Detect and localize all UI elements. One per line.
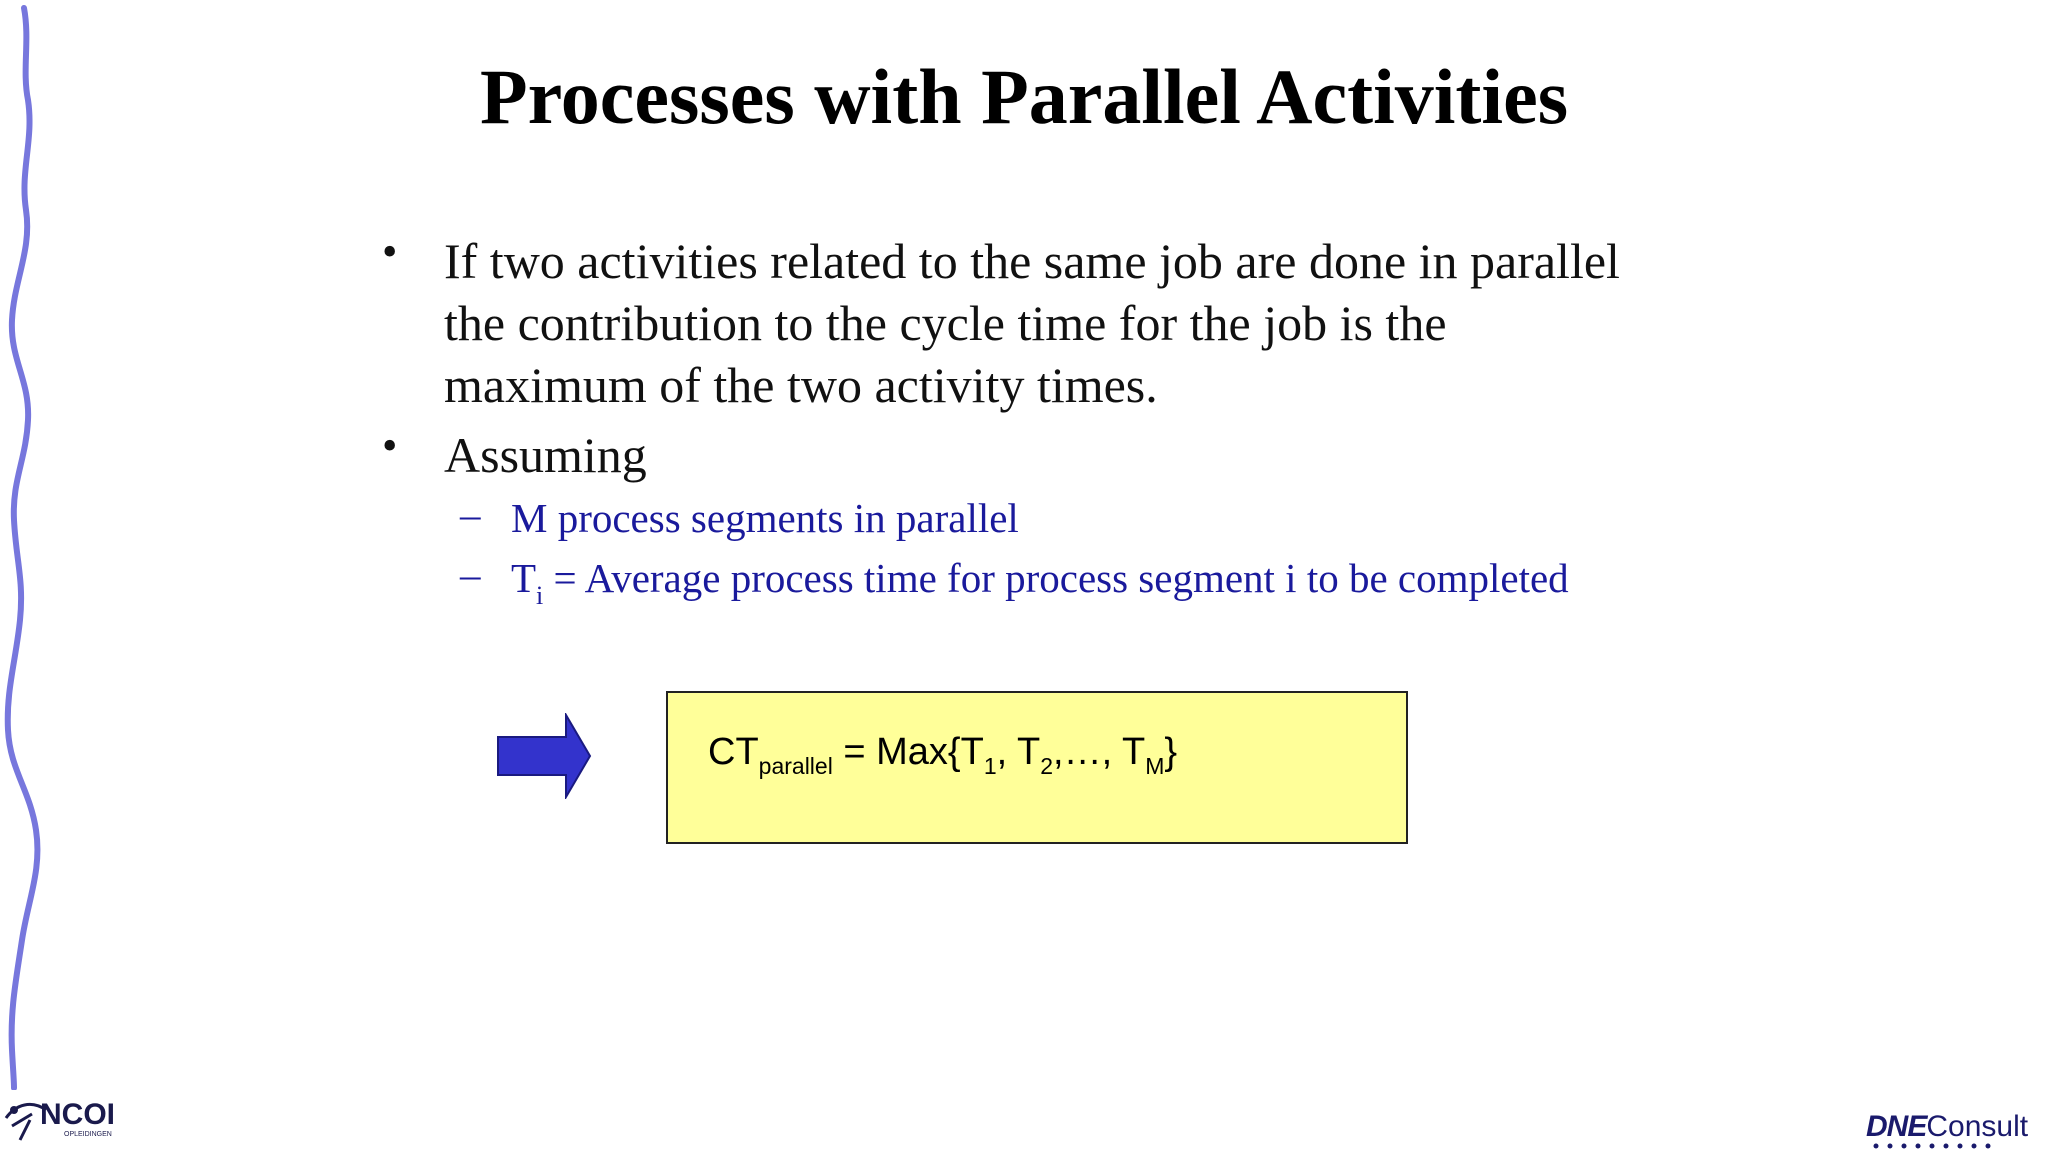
dne-logo-suffix: Consult (1926, 1110, 2029, 1143)
formula-end: } (1164, 731, 1178, 773)
sub-bullet-2-symbol: T (511, 555, 537, 601)
formula-middle: = Max{T (832, 731, 984, 773)
sub-bullet-2-text: = Average process time for process segment i to be completed (543, 555, 1569, 601)
sub-bullet-dash-2: – (460, 551, 481, 597)
bullet-2 (444, 424, 647, 486)
sub-bullet-1: M process segments in parallel (511, 495, 1019, 541)
formula-lhs: CT (708, 731, 759, 773)
bullet-dot-1: • (382, 227, 398, 276)
ncoi-logo-text: NCOI (40, 1098, 115, 1131)
ncoi-logo-mark (2, 1080, 122, 1148)
dne-consult-logo (1866, 1110, 2028, 1144)
ncoi-logo-tagline: OPLEIDINGEN (64, 1131, 112, 1138)
bullet-1-line-1: If two activities related to the same job are done in parallel (444, 233, 1620, 289)
slide-title: Processes with Parallel Activities (479, 53, 1569, 140)
formula-t1-sub: 1 (983, 753, 997, 779)
dne-logo-brand: DNE (1866, 1110, 1927, 1143)
formula-sep1: , T (996, 731, 1041, 773)
ncoi-logo (2, 1080, 122, 1152)
sub-bullet-2-subscript: i (536, 581, 544, 610)
wavy-line-decoration (0, 0, 60, 1090)
arrow-right-icon (496, 713, 592, 799)
bullet-1-line-3: maximum of the two activity times. (444, 357, 1158, 413)
formula-tm-sub: M (1145, 753, 1165, 779)
sub-bullet-dash-1: – (460, 491, 481, 537)
formula (708, 731, 1178, 779)
sub-bullet-2 (511, 554, 1569, 610)
bullet-1 (444, 230, 1620, 416)
formula-lhs-sub: parallel (758, 753, 833, 779)
formula-sep2: ,…, T (1053, 731, 1146, 773)
dne-logo-dots (1872, 1142, 2012, 1150)
bullet-2-line-1: Assuming (444, 427, 647, 483)
formula-box (666, 691, 1408, 844)
formula-t2-sub: 2 (1040, 753, 1054, 779)
bullet-1-line-2: the contribution to the cycle time for the job is the (444, 295, 1447, 351)
bullet-dot-2: • (382, 421, 398, 470)
